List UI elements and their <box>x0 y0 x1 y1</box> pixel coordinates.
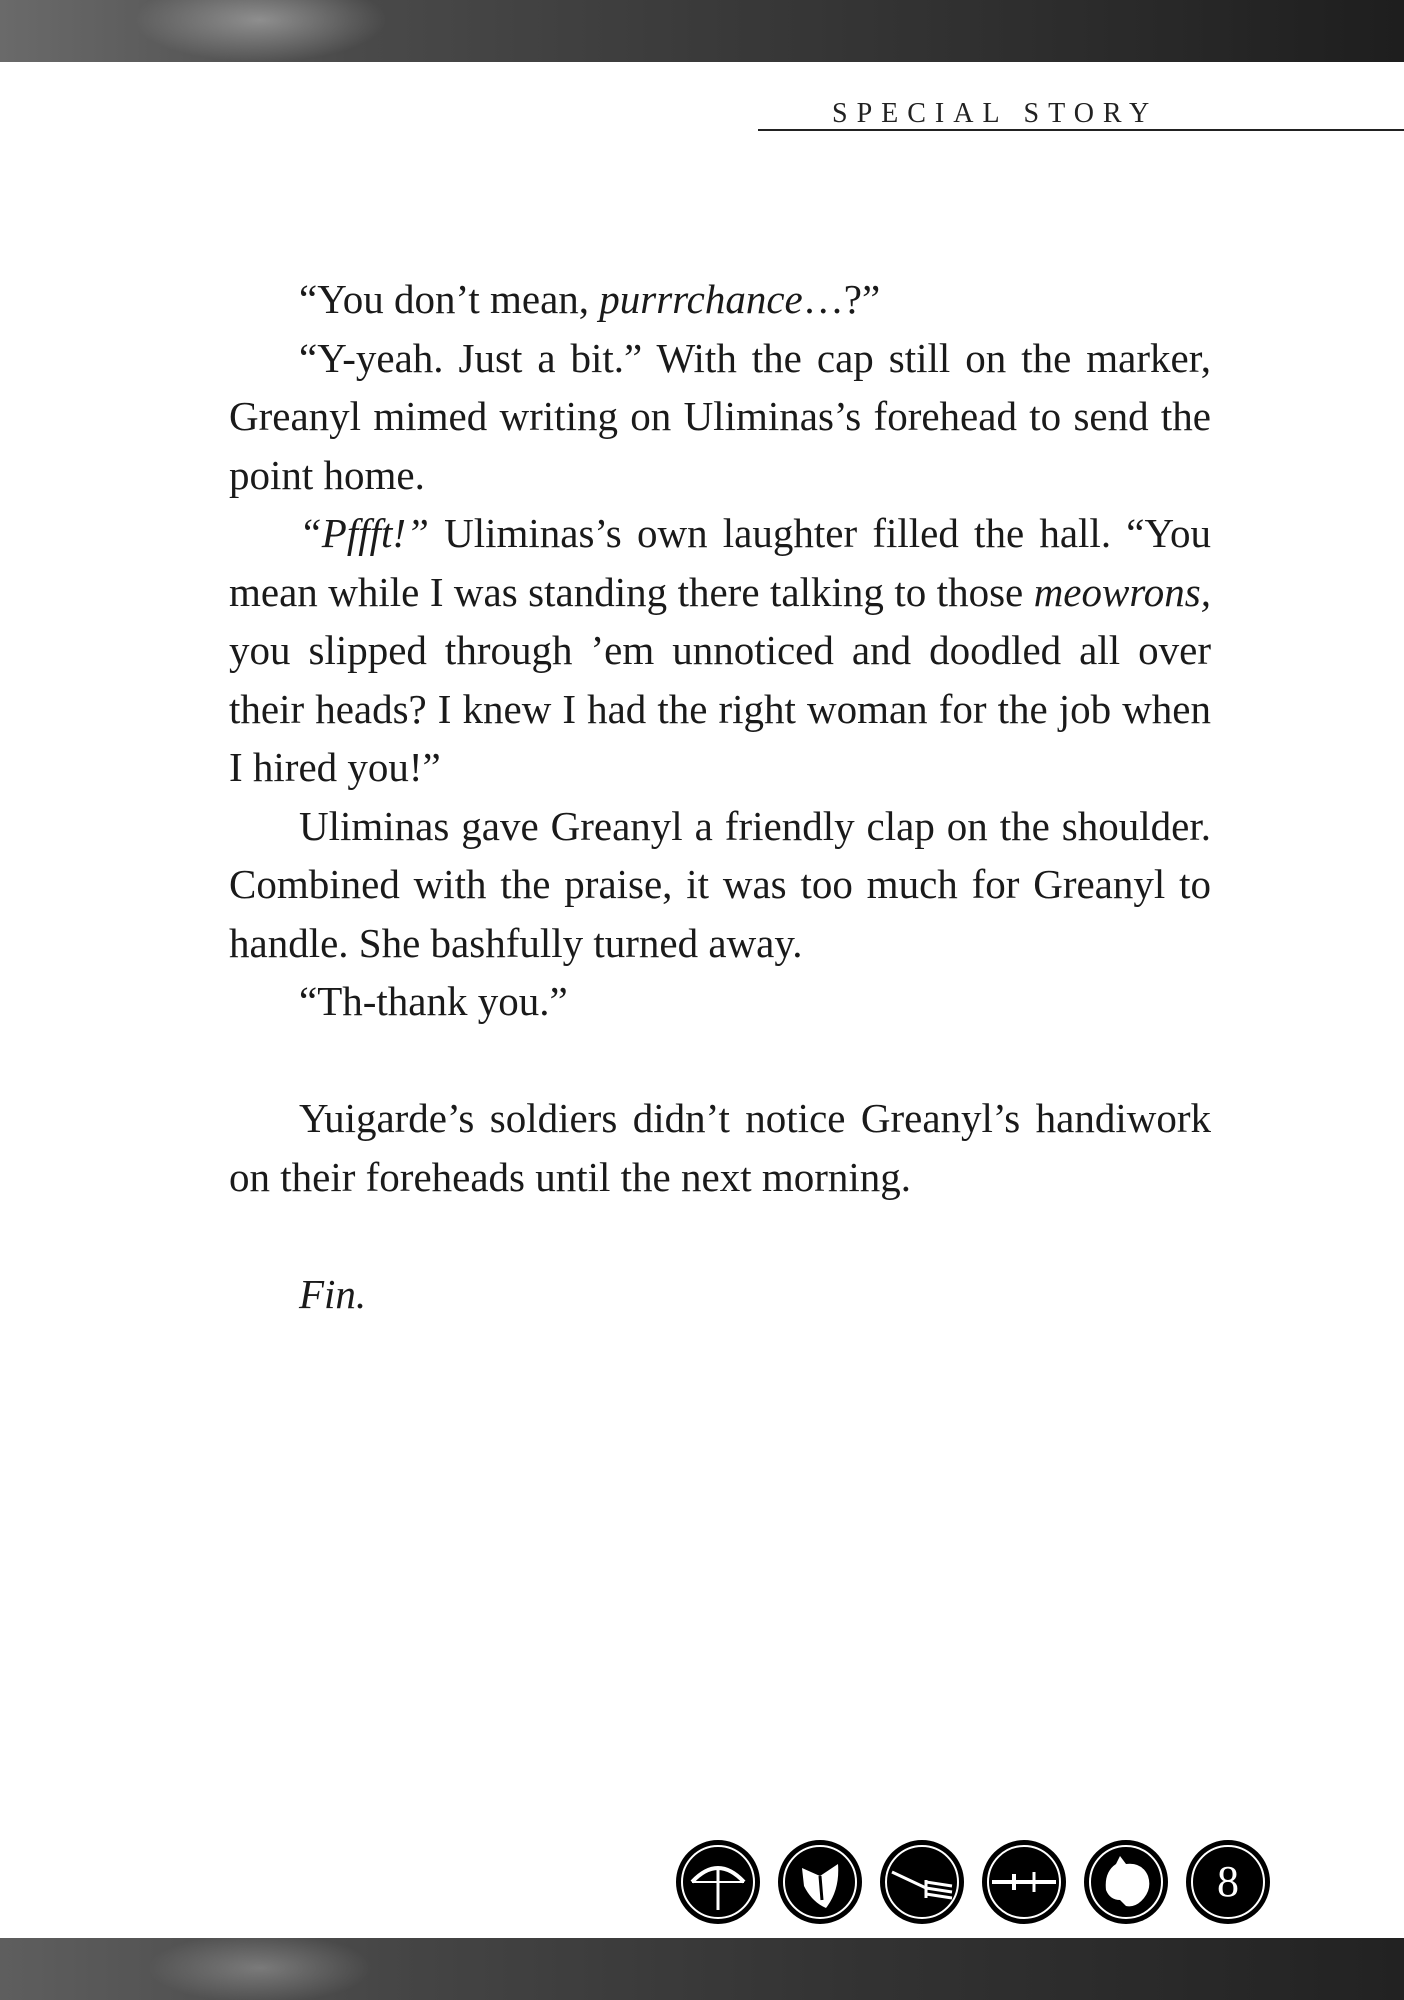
shield-icon <box>778 1840 862 1924</box>
cat-head-icon <box>1084 1840 1168 1924</box>
bow-icon <box>676 1840 760 1924</box>
section-break <box>229 1206 1211 1265</box>
bottom-border-band <box>0 1938 1404 2000</box>
paragraph: “You don’t mean, purrrchance…?” <box>299 276 881 322</box>
story-text <box>229 270 1211 1323</box>
running-header <box>758 98 1404 132</box>
volume-number: 8 <box>1217 1857 1239 1906</box>
paragraph: “Th-thank you.” <box>299 978 568 1024</box>
fork-icon <box>880 1840 964 1924</box>
footer-icon-row <box>676 1840 1271 1928</box>
paragraph: “Pffft!” Uliminas’s own laughter filled the hall. “You mean while I was standing there talking to those meowrons, you slipped through ’em unnoticed and doodled all over their heads? I knew I had the right woman for the job when I hired you!” <box>229 510 1211 790</box>
top-border-band <box>0 0 1404 62</box>
paragraph: “Y-yeah. Just a bit.” With the cap still on the marker, Greanyl mimed writing on Uliminas’s forehead to send the point home. <box>229 334 1211 498</box>
section-break <box>229 1031 1211 1090</box>
paragraph: Yuigarde’s soldiers didn’t notice Greanyl’s handiwork on their foreheads until the next morning. <box>229 1095 1211 1200</box>
paragraph: Uliminas gave Greanyl a friendly clap on the shoulder. Combined with the praise, it was too much for Greanyl to handle. She bashfully turned away. <box>229 802 1211 966</box>
sword-icon <box>982 1840 1066 1924</box>
header-title: SPECIAL STORY <box>832 98 1159 129</box>
header-rule <box>758 129 1404 131</box>
ending-line: Fin. <box>299 1270 367 1317</box>
volume-number-badge <box>1186 1840 1270 1924</box>
